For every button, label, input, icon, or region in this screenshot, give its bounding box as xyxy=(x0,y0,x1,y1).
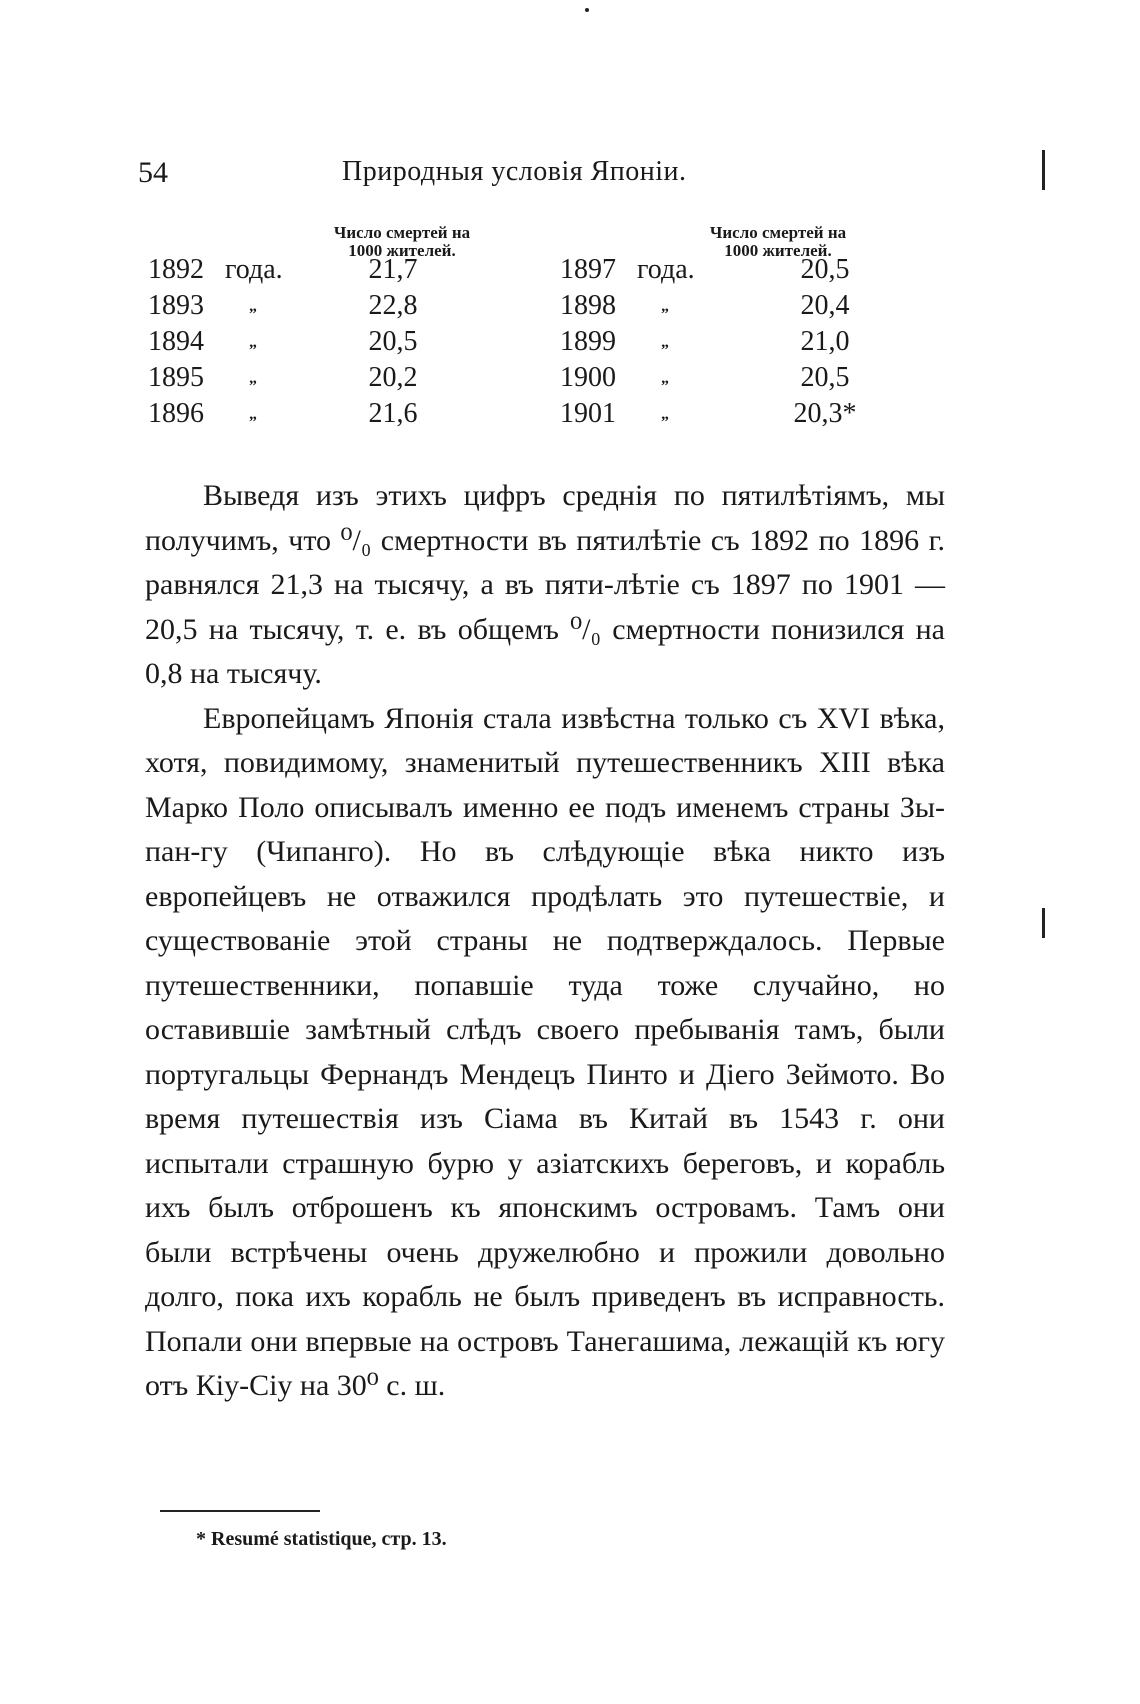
ditto-mark: „ xyxy=(249,370,257,387)
unit-cell: года. xyxy=(225,254,283,285)
value-cell: 20,2 xyxy=(368,362,418,393)
table-row xyxy=(560,398,900,434)
value-cell: 20,4 xyxy=(800,290,850,321)
year-cell: 1895 xyxy=(148,362,204,393)
main-text xyxy=(145,474,945,1409)
table-row xyxy=(560,362,900,398)
column-header-left-line1: Число смертей на xyxy=(333,223,471,242)
year-cell: 1893 xyxy=(148,290,204,321)
page-number: 54 xyxy=(138,156,168,189)
value-cell: 21,7 xyxy=(368,254,418,285)
ditto-mark: „ xyxy=(661,298,669,315)
value-cell: 20,3* xyxy=(793,398,857,429)
year-cell: 1900 xyxy=(560,362,616,393)
column-header-right-line1: Число смертей на xyxy=(709,223,847,242)
table-row xyxy=(148,362,448,398)
paragraph: Европейцамъ Японія стала извѣстна только съ XVI вѣка, хотя, повидимому, знаменитый путешественникъ XIII вѣка Марко Поло описывалъ именно ее подъ именемъ страны Зы-пан-гу (Чипанго). Но въ слѣдующіе вѣка никто изъ европейцевъ не отважился продѣлать это путешествіе, и существованіе этой страны не подтверждалось. Первые путешественники, попавшіе туда тоже случайно, но оставившіе замѣтный слѣдъ своего пребыванія тамъ, были португальцы Фернандъ Мендецъ Пинто и Діего Зеймото. Во время путешествія изъ Сіама въ Китай въ 1543 г. они испытали страшную бурю у азіатскихъ береговъ, и корабль ихъ былъ отброшенъ къ японскимъ островамъ. Тамъ они были встрѣчены очень дружелюбно и прожили довольно долго, пока ихъ корабль не былъ приведенъ въ исправность. Попали они впервые на островъ Танегашима, лежащій къ югу отъ Кіу-Сіу на 30⁰ с. ш. xyxy=(145,701,945,1402)
value-cell: 21,0 xyxy=(800,326,850,357)
year-cell: 1897 xyxy=(560,254,616,285)
column-header-left-line2: 1000 жителей. xyxy=(348,241,456,260)
table-row xyxy=(560,254,900,290)
footnote: * Resumé statistique, стр. 13. xyxy=(196,1528,447,1550)
ditto-mark: „ xyxy=(249,334,257,351)
table-row xyxy=(560,326,900,362)
table-row xyxy=(560,290,900,326)
year-cell: 1892 xyxy=(148,254,204,285)
print-speck xyxy=(585,8,589,12)
column-header-right-line2: 1000 жителей. xyxy=(724,241,832,260)
table-row xyxy=(148,254,448,290)
value-cell: 22,8 xyxy=(368,290,418,321)
margin-mark-middle xyxy=(1042,908,1045,938)
paragraph: Выведя изъ этихъ цифръ среднія по пятилѣтіямъ, мы получимъ, что ⁰/₀ смертности въ пятилѣтіе съ 1892 по 1896 г. равнялся 21,3 на тысячу, а въ пяти-лѣтіе съ 1897 по 1901 — 20,5 на тысячу, т. е. въ общемъ ⁰/₀ смертности понизился на 0,8 на тысячу. xyxy=(145,479,945,690)
running-title: Природныя условія Японіи. xyxy=(342,156,687,187)
ditto-mark: „ xyxy=(661,334,669,351)
margin-mark-top xyxy=(1042,150,1045,190)
footnote-divider xyxy=(160,1510,320,1512)
page-header xyxy=(138,156,938,196)
table-row xyxy=(148,290,448,326)
ditto-mark: „ xyxy=(249,298,257,315)
year-cell: 1894 xyxy=(148,326,204,357)
year-cell: 1901 xyxy=(560,398,616,429)
ditto-mark: „ xyxy=(661,406,669,423)
year-cell: 1898 xyxy=(560,290,616,321)
value-cell: 20,5 xyxy=(800,254,850,285)
ditto-mark: „ xyxy=(661,370,669,387)
table-row xyxy=(148,326,448,362)
year-cell: 1896 xyxy=(148,398,204,429)
year-cell: 1899 xyxy=(560,326,616,357)
unit-cell: года. xyxy=(637,254,695,285)
table-row xyxy=(148,398,448,434)
ditto-mark: „ xyxy=(249,406,257,423)
value-cell: 20,5 xyxy=(368,326,418,357)
value-cell: 21,6 xyxy=(368,398,418,429)
value-cell: 20,5 xyxy=(800,362,850,393)
